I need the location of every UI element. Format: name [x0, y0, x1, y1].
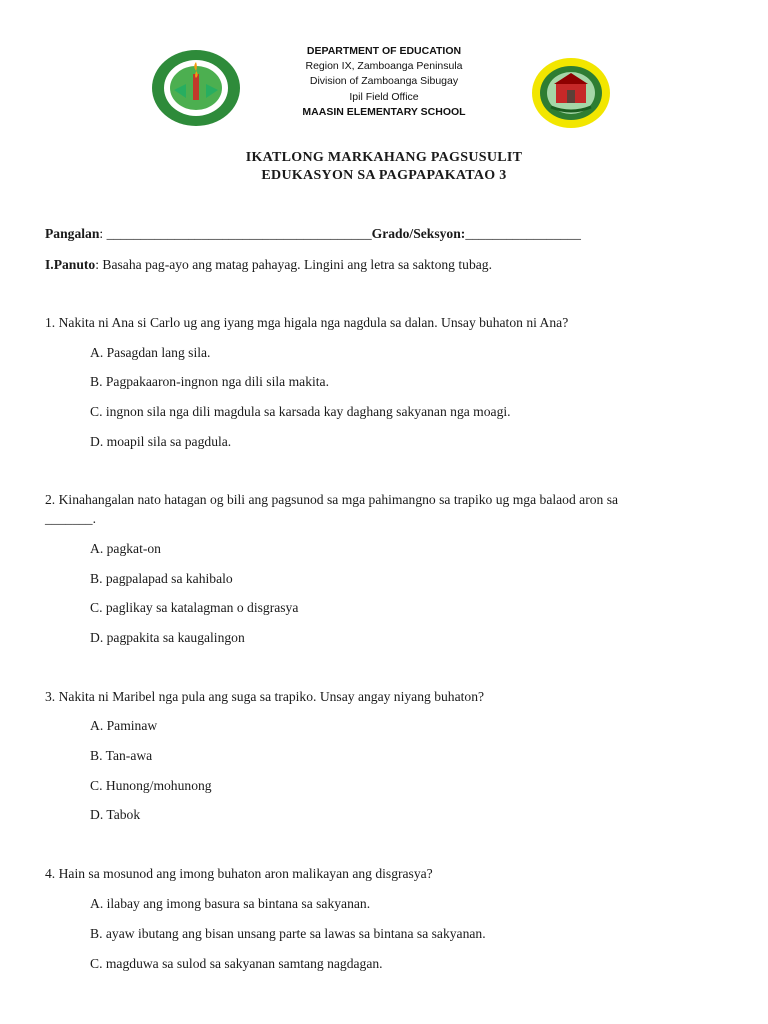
q3-option-b[interactable]: B. Tan-awa — [90, 748, 153, 763]
q1-option-d[interactable]: D. moapil sila sa pagdula. — [90, 434, 232, 449]
q3-option-a[interactable]: A. Paminaw — [90, 718, 158, 733]
q4-option-a[interactable]: A. ilabay ang imong basura sa bintana sa sakyanan. — [90, 896, 371, 911]
header-division: Division of Zamboanga Sibugay — [309, 75, 459, 88]
q2-option-a[interactable]: A. pagkat-on — [90, 541, 161, 556]
school-header — [0, 44, 768, 120]
q2-option-c[interactable]: C. paglikay sa katalagman o disgrasya — [90, 600, 299, 615]
q2-option-d[interactable]: D. pagpakita sa kaugalingon — [90, 630, 245, 645]
header-region: Region IX, Zamboanga Peninsula — [305, 60, 463, 73]
grade-blank[interactable]: _________________ — [465, 226, 581, 241]
exam-title: IKATLONG MARKAHANG PAGSUSULIT — [245, 150, 523, 165]
exam-subject: EDUKASYON SA PAGPAPAKATAO 3 — [261, 168, 507, 183]
question-3: 3. Nakita ni Maribel nga pula ang suga sa trapiko. Unsay angay niyang buhaton? — [45, 689, 485, 704]
q3-option-c[interactable]: C. Hunong/mohunong — [90, 778, 212, 793]
q1-option-b[interactable]: B. Pagpakaaron-ingnon nga dili sila makita. — [90, 374, 329, 389]
name-grade-line — [45, 226, 581, 242]
header-dept: DEPARTMENT OF EDUCATION — [306, 45, 462, 57]
header-school: MAASIN ELEMENTARY SCHOOL — [302, 105, 466, 118]
name-label: Pangalan — [45, 226, 100, 241]
question-1: 1. Nakita ni Ana si Carlo ug ang iyang mga higala nga nagdula sa dalan. Unsay buhaton ni Ana? — [45, 315, 569, 330]
q1-option-a[interactable]: A. Pasagdan lang sila. — [90, 345, 211, 360]
name-blank[interactable]: : _______________________________________ — [99, 226, 372, 241]
header-office: Ipil Field Office — [349, 90, 419, 103]
seal-ring-text: DEPARTMENT OF EDUCATION · ZAMBOANGA SIBUGAY — [150, 43, 339, 50]
q4-option-b[interactable]: B. ayaw ibutang ang bisan unsang parte sa lawas sa bintana sa sakyanan. — [90, 926, 486, 941]
instructions — [45, 257, 492, 273]
q3-option-d[interactable]: D. Tabok — [90, 807, 141, 822]
question-2-blank: _______. — [45, 511, 96, 526]
q1-option-c[interactable]: C. ingnon sila nga dili magdula sa karsada kay daghang sakyanan nga moagi. — [90, 404, 511, 419]
grade-label: Grado/Seksyon: — [371, 226, 466, 241]
instructions-label: I.Panuto — [45, 257, 96, 272]
instructions-text: : Basaha pag-ayo ang matag pahayag. Lingini ang letra sa saktong tubag. — [95, 257, 492, 272]
question-4: 4. Hain sa mosunod ang imong buhaton aron malikayan ang disgrasya? — [45, 866, 433, 881]
q2-option-b[interactable]: B. pagpalapad sa kahibalo — [90, 571, 233, 586]
q4-option-c[interactable]: C. magduwa sa sulod sa sakyanan samtang nagdagan. — [90, 956, 383, 971]
question-2: 2. Kinahangalan nato hatagan og bili ang pagsunod sa mga pahimangno sa trapiko ug mga balaod aron sa — [45, 492, 619, 507]
